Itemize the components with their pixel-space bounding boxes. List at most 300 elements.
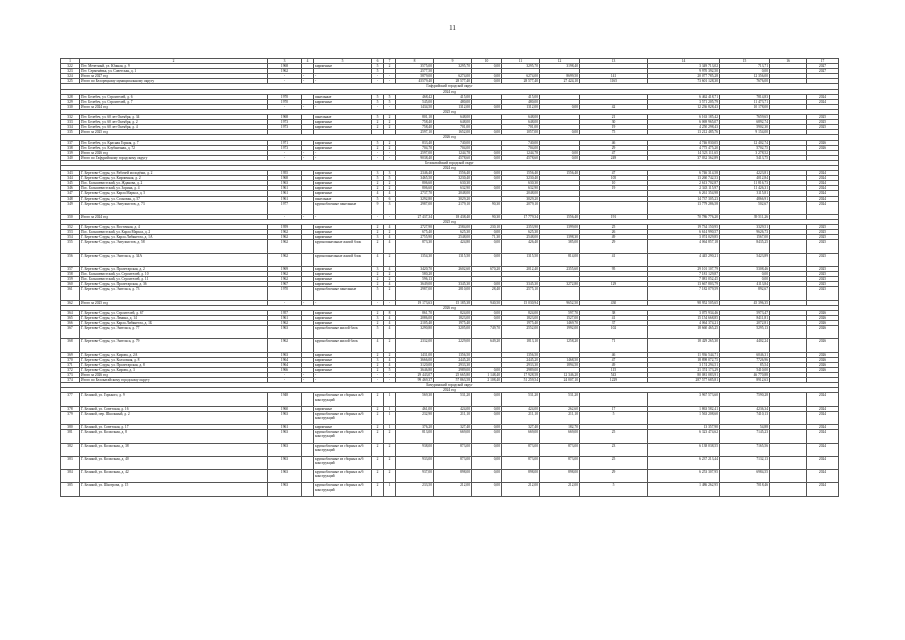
table-cell: 0,00 bbox=[472, 240, 502, 253]
table-cell: 324 bbox=[61, 74, 80, 79]
table-cell: 1963 bbox=[268, 483, 302, 496]
table-cell: 364 bbox=[61, 310, 80, 315]
table-cell: 4 775 475,20 bbox=[648, 145, 720, 150]
table-cell: 2602,60 bbox=[434, 266, 472, 271]
table-cell: 95 bbox=[580, 266, 648, 271]
table-cell: 45 396,35 bbox=[720, 300, 770, 305]
table-cell: 5 bbox=[580, 411, 648, 424]
table-cell: 2024 bbox=[807, 425, 839, 430]
table-cell: 6274,00 bbox=[434, 74, 472, 79]
table-cell: 26 bbox=[580, 230, 648, 235]
table-cell: 7676,00 bbox=[720, 79, 770, 84]
address-cell: Г. Березово-Слуды, ул. Сосновая, д. 57 bbox=[80, 196, 268, 201]
table-cell: 47 bbox=[580, 357, 648, 362]
table-cell: 1567,00 bbox=[720, 235, 770, 240]
table-cell: 8 bbox=[384, 310, 396, 315]
table-cell: 3295,70 bbox=[434, 64, 472, 69]
table-cell: 2575,10 bbox=[502, 287, 540, 300]
table-cell: - bbox=[384, 150, 396, 155]
table-cell: 2445,20 bbox=[502, 357, 540, 362]
table-cell: 249 bbox=[580, 155, 648, 160]
table-cell: 1652,00 bbox=[434, 130, 472, 135]
table-cell: 1 bbox=[384, 425, 396, 430]
table-cell: 1229 bbox=[580, 378, 648, 383]
table-cell: - bbox=[302, 74, 314, 79]
table-cell: - bbox=[372, 300, 384, 305]
table-cell: 2 bbox=[384, 186, 396, 191]
table-cell: 3205,00 bbox=[434, 326, 472, 339]
table-row bbox=[61, 326, 839, 339]
table-cell: 384 bbox=[61, 470, 80, 483]
table-cell: 4 bbox=[384, 235, 396, 240]
table-cell: 9626,73 bbox=[720, 230, 770, 235]
table-cell: 1966 bbox=[268, 368, 302, 373]
table-cell: 2025 bbox=[807, 230, 839, 235]
table-cell: 1963 bbox=[268, 352, 302, 357]
table-cell: 2025 bbox=[807, 277, 839, 282]
table-cell: 2024 bbox=[807, 94, 839, 99]
table-cell: 9 970 392,50 bbox=[648, 69, 720, 74]
table-cell: 4 bbox=[372, 253, 384, 266]
table-cell: 4 bbox=[384, 266, 396, 271]
table-cell: 2024 bbox=[807, 456, 839, 469]
table-cell: 7 081 052,45 bbox=[648, 277, 720, 282]
table-cell: 2 bbox=[372, 181, 384, 186]
table-cell bbox=[302, 326, 314, 339]
table-cell: 5 bbox=[372, 64, 384, 69]
table-cell: 327,40 bbox=[502, 425, 540, 430]
table-cell: 182,70 bbox=[540, 425, 580, 430]
table-cell: 2105,40 bbox=[396, 321, 434, 326]
table-row bbox=[61, 456, 839, 469]
table-cell: 1431,00 bbox=[396, 352, 434, 357]
table-cell: 2 bbox=[384, 287, 396, 300]
table-cell: 8699,50 bbox=[540, 74, 580, 79]
table-cell bbox=[302, 201, 314, 214]
table-cell: - bbox=[268, 150, 302, 155]
table-cell: 28 577,40 bbox=[434, 79, 472, 84]
address-cell: Пос. Большевистский, ул. Строителей, д. 11 bbox=[80, 277, 268, 282]
table-cell: - bbox=[384, 74, 396, 79]
table-cell: 2024 bbox=[807, 443, 839, 456]
table-cell: 1961 bbox=[268, 196, 302, 201]
table-cell: 2597,00 bbox=[396, 150, 434, 155]
table-cell: 2026 bbox=[807, 362, 839, 367]
table-cell bbox=[580, 393, 648, 406]
table-cell: 4 bbox=[384, 225, 396, 230]
table-cell: 713,71 bbox=[720, 64, 770, 69]
table-cell: 569,30 bbox=[396, 393, 434, 406]
table-cell: 18 438,40 bbox=[434, 214, 472, 219]
table-cell: кирпичные bbox=[314, 140, 372, 145]
section-heading: Белокатайский городской округ bbox=[61, 160, 839, 165]
table-cell: 3295,70 bbox=[502, 64, 540, 69]
table-cell: 2 bbox=[372, 120, 384, 125]
table-cell: 90,30 bbox=[472, 214, 502, 219]
table-cell: 1962 bbox=[268, 253, 302, 266]
table-cell: 1977 bbox=[268, 201, 302, 214]
address-cell: Пгт. Белебеч, ул. 60 лет Октября, д. 34 bbox=[80, 115, 268, 120]
address-cell: Итого за 2026 год bbox=[80, 150, 268, 155]
table-cell: 0,00 bbox=[472, 406, 502, 411]
table-cell: 360 bbox=[61, 282, 80, 287]
table-cell: 5 bbox=[372, 69, 384, 74]
address-cell: Г. Белякой, ул. Колхозная, д. 8 bbox=[80, 430, 268, 443]
address-cell: Г. Березово-Слуды, ул. Энгельса, д. 77 bbox=[80, 326, 268, 339]
table-cell: 105 bbox=[580, 176, 648, 181]
table-cell: - bbox=[268, 79, 302, 84]
table-cell: 2025 bbox=[807, 115, 839, 120]
table-cell: 366 bbox=[61, 321, 80, 326]
table-cell: 3465,50 bbox=[396, 176, 434, 181]
table-cell bbox=[302, 443, 314, 456]
table-cell: 424,00 bbox=[502, 406, 540, 411]
table-cell: 17 bbox=[580, 406, 648, 411]
table-cell: 675,40 bbox=[396, 230, 434, 235]
table-cell: 2355,60 bbox=[540, 266, 580, 271]
table-cell: 1057,00 bbox=[502, 130, 540, 135]
table-cell: 15 154 668,85 bbox=[648, 315, 720, 320]
table-cell bbox=[302, 456, 314, 469]
table-cell: 6 bbox=[384, 196, 396, 201]
table-cell: 625,30 bbox=[434, 230, 472, 235]
table-cell: 4113,84 bbox=[720, 282, 770, 287]
table-cell: 262,60 bbox=[540, 406, 580, 411]
table-cell: 1315,50 bbox=[502, 253, 540, 266]
table-cell: 75 bbox=[580, 130, 648, 135]
table-cell: 2025 bbox=[807, 287, 839, 300]
table-cell: кирпичные bbox=[314, 277, 372, 282]
table-cell: 4402,24 bbox=[720, 339, 770, 352]
table-cell bbox=[770, 326, 807, 339]
table-cell: 1 563 208,60 bbox=[648, 411, 720, 424]
table-cell: 362 bbox=[61, 300, 80, 305]
table-cell: 630,30 bbox=[434, 181, 472, 186]
table-cell: 2 bbox=[372, 125, 384, 130]
table-cell: 873,00 bbox=[502, 443, 540, 456]
table-cell: кирпичные bbox=[314, 99, 372, 104]
table-cell: 3 278,52 bbox=[720, 150, 770, 155]
table-cell: 368 bbox=[61, 339, 80, 352]
table-cell: 2 bbox=[384, 272, 396, 277]
table-cell: 49 bbox=[580, 235, 648, 240]
table-cell: 383 bbox=[61, 456, 80, 469]
column-number: 14 bbox=[648, 59, 720, 64]
table-cell: 3 349 713,02 bbox=[648, 64, 720, 69]
table-cell: - bbox=[268, 300, 302, 305]
table-cell: 0,00 bbox=[472, 393, 502, 406]
table-cell: 2445,20 bbox=[434, 357, 472, 362]
table-cell: 1312,00 bbox=[434, 104, 472, 109]
table-cell: 480,00 bbox=[434, 99, 472, 104]
table-cell: - bbox=[372, 378, 384, 383]
table-cell: 10 bbox=[580, 181, 648, 186]
table-cell: 12 402,74 bbox=[720, 140, 770, 145]
table-cell: 2048,00 bbox=[434, 191, 472, 196]
table-cell: кирпичные bbox=[314, 181, 372, 186]
table-cell: - bbox=[372, 214, 384, 219]
table-cell: 7590,28 bbox=[720, 393, 770, 406]
table-cell: 2 bbox=[384, 470, 396, 483]
table-cell bbox=[770, 240, 807, 253]
address-cell: Пгт. Белебеч, ул. Строителей, д. 6 bbox=[80, 94, 268, 99]
table-cell: кирпичные bbox=[314, 120, 372, 125]
table-cell: 0,00 bbox=[472, 430, 502, 443]
address-cell: Итого за 2024 год bbox=[80, 104, 268, 109]
table-cell: 345 bbox=[61, 181, 80, 186]
table-cell: 2025 bbox=[807, 225, 839, 230]
table-cell bbox=[302, 393, 314, 406]
table-cell: 1973 bbox=[268, 145, 302, 150]
table-cell: 212,00 bbox=[540, 483, 580, 496]
table-cell: 2989,00 bbox=[434, 368, 472, 373]
column-number: 16 bbox=[770, 59, 807, 64]
table-cell: 4 bbox=[372, 339, 384, 352]
table-cell: 2024 bbox=[807, 186, 839, 191]
address-cell: Итого за 2024 год bbox=[80, 214, 268, 219]
table-cell: 80 081 083,91 bbox=[648, 373, 720, 378]
table-cell: 2026 bbox=[807, 352, 839, 357]
table-cell bbox=[770, 411, 807, 424]
table-cell: 90,30 bbox=[472, 201, 502, 214]
table-cell: 2072,81 bbox=[720, 321, 770, 326]
column-number: 5 bbox=[314, 59, 372, 64]
table-cell: 2 bbox=[372, 282, 384, 287]
address-cell: Г. Белякой, ул. Советская, д. 16 bbox=[80, 406, 268, 411]
table-cell: 6 462 418,71 bbox=[648, 94, 720, 99]
table-cell: 29 bbox=[580, 240, 648, 253]
table-cell bbox=[770, 253, 807, 266]
table-cell: 24 007,10 bbox=[540, 378, 580, 383]
table-cell: 37 bbox=[580, 321, 648, 326]
table-cell: крупноблочные из сборных ж/б конструкций bbox=[314, 411, 372, 424]
table-cell: 758,40 bbox=[396, 120, 434, 125]
table-cell: 4 bbox=[384, 321, 396, 326]
table-cell: 2 bbox=[372, 470, 384, 483]
table-cell: 6892,74 bbox=[720, 120, 770, 125]
column-number: 9 bbox=[434, 59, 472, 64]
table-cell: 141 bbox=[580, 74, 648, 79]
table-row bbox=[61, 483, 839, 496]
table-cell: 873,00 bbox=[540, 443, 580, 456]
table-cell: 861,70 bbox=[396, 310, 434, 315]
table-cell: 2026 bbox=[807, 321, 839, 326]
address-cell: Пос. Большевистский, ул. Строителей, д. 10 bbox=[80, 272, 268, 277]
table-cell: кирпичные bbox=[314, 235, 372, 240]
table-cell: 5 bbox=[372, 140, 384, 145]
table-cell: кирпичные bbox=[314, 362, 372, 367]
table-cell bbox=[580, 287, 648, 300]
address-cell: Итого по Белорецкому муниципальному округу bbox=[80, 79, 268, 84]
table-cell: 102 bbox=[580, 326, 648, 339]
table-cell: 12 356,00 bbox=[720, 74, 770, 79]
table-cell: 0,00 bbox=[472, 186, 502, 191]
table-cell: 0,00 bbox=[720, 69, 770, 74]
table-cell: 3 bbox=[372, 171, 384, 176]
table-cell: 0,00 bbox=[472, 315, 502, 320]
table-cell: 2024 bbox=[807, 191, 839, 196]
table-cell: 5 bbox=[580, 483, 648, 496]
table-cell: 2 bbox=[372, 352, 384, 357]
table-cell: 348 bbox=[61, 196, 80, 201]
table-cell: 2024 bbox=[807, 411, 839, 424]
table-cell: 480,00 bbox=[502, 99, 540, 104]
table-cell: 1968 bbox=[268, 176, 302, 181]
table-cell: кирпичные bbox=[314, 368, 372, 373]
address-cell: Г. Березово-Слуды, ул. Карла Либкнехта, д. 1Б bbox=[80, 321, 268, 326]
table-cell: 1962 bbox=[268, 321, 302, 326]
table-cell: 0,00 bbox=[540, 104, 580, 109]
table-cell: панельные bbox=[314, 94, 372, 99]
table-cell: - bbox=[372, 150, 384, 155]
table-cell: 2 bbox=[384, 181, 396, 186]
table-cell: 11 426,31 bbox=[720, 186, 770, 191]
table-cell: 23 bbox=[580, 443, 648, 456]
table-cell: 0,00 bbox=[472, 456, 502, 469]
table-cell: 335 bbox=[61, 130, 80, 135]
table-row bbox=[61, 339, 839, 352]
table-cell: 873,00 bbox=[540, 456, 580, 469]
table-cell: 42 bbox=[580, 104, 648, 109]
table-cell: 4223,81 bbox=[720, 171, 770, 176]
table-cell: 1556,40 bbox=[540, 171, 580, 176]
table-cell: 8912,63 bbox=[720, 378, 770, 383]
address-cell: Г. Березово-Слуды, ул. Энгельса, д. 34А bbox=[80, 253, 268, 266]
table-cell: 1556,40 bbox=[434, 171, 472, 176]
table-cell: 17 928,58 bbox=[502, 373, 540, 378]
table-cell: 2 bbox=[372, 225, 384, 230]
table-cell: 7145,23 bbox=[720, 430, 770, 443]
table-cell: 0,00 bbox=[472, 150, 502, 155]
table-cell: 0,00 bbox=[472, 64, 502, 69]
table-cell bbox=[302, 411, 314, 424]
table-cell: 3 571 205,79 bbox=[648, 99, 720, 104]
table-cell: 898,00 bbox=[434, 470, 472, 483]
table-cell: 333 bbox=[61, 120, 80, 125]
table-cell: 325 bbox=[61, 79, 80, 84]
table-cell: 0,00 bbox=[472, 310, 502, 315]
table-cell: 212,00 bbox=[502, 483, 540, 496]
table-cell: 8435,25 bbox=[720, 240, 770, 253]
table-cell: 9652,50 bbox=[540, 300, 580, 305]
table-cell: 1961 bbox=[268, 425, 302, 430]
table-cell: 1 148,40 bbox=[472, 373, 502, 378]
table-cell: 372 bbox=[61, 368, 80, 373]
table-cell bbox=[770, 287, 807, 300]
table-cell: 3115,81 bbox=[720, 191, 770, 196]
table-cell: 0,00 bbox=[472, 171, 502, 176]
table-cell: 0,00 bbox=[472, 443, 502, 456]
table-cell: 1964 bbox=[268, 357, 302, 362]
table-cell: 824,00 bbox=[434, 310, 472, 315]
table-cell: 2024 bbox=[807, 430, 839, 443]
table-cell: 5973,47 bbox=[720, 310, 770, 315]
table-cell: 0,00 bbox=[472, 282, 502, 287]
table-cell: 1961 bbox=[268, 186, 302, 191]
table-cell: 2597,10 bbox=[396, 130, 434, 135]
column-number: 7 bbox=[384, 59, 396, 64]
table-row bbox=[61, 240, 839, 253]
table-cell: кирпичные bbox=[314, 186, 372, 191]
table-cell: 13 212 485,76 bbox=[648, 130, 720, 135]
table-cell bbox=[770, 470, 807, 483]
table-cell: 14 523 111,65 bbox=[648, 150, 720, 155]
table-cell: 18 660 465,25 bbox=[648, 326, 720, 339]
table-cell: 14 737 305,23 bbox=[648, 196, 720, 201]
table-cell: 7410,13 bbox=[720, 411, 770, 424]
table-cell: 2026 bbox=[807, 357, 839, 362]
table-cell: 1963 bbox=[268, 326, 302, 339]
section-heading: 2025 год bbox=[61, 220, 839, 225]
address-cell: Пос. Большевистский, ул. Карла Маркса, д. 2 bbox=[80, 230, 268, 235]
table-cell: 13 667 803,79 bbox=[648, 282, 720, 287]
table-cell: 2548,00 bbox=[434, 235, 472, 240]
table-cell: 18 429 265,30 bbox=[648, 339, 720, 352]
table-cell: крупноблочные из сборных ж/б конструкций bbox=[314, 443, 372, 456]
table-cell: - bbox=[314, 378, 372, 383]
table-cell: 1967 bbox=[268, 282, 302, 287]
table-cell: 3 174 294,51 bbox=[648, 362, 720, 367]
address-cell: Пгт. Белебеч, ул. 60 лет Октября, д. 2 bbox=[80, 120, 268, 125]
table-cell: 1244,78 bbox=[502, 150, 540, 155]
table-cell: 0,00 bbox=[472, 470, 502, 483]
table-cell: 1962 bbox=[268, 240, 302, 253]
data-table bbox=[60, 58, 839, 497]
table-cell: 27 437,34 bbox=[396, 214, 434, 219]
table-cell: 1 bbox=[384, 411, 396, 424]
table-cell: 2024 bbox=[807, 470, 839, 483]
page-number: 11 bbox=[449, 24, 456, 32]
table-cell: 740,00 bbox=[434, 140, 472, 145]
table-cell: 873,00 bbox=[502, 456, 540, 469]
table-cell: 49 bbox=[580, 362, 648, 367]
table-cell: 1970 bbox=[268, 99, 302, 104]
table-cell: 531,20 bbox=[540, 393, 580, 406]
table-cell: 71,30 bbox=[472, 235, 502, 240]
table-cell: 211,10 bbox=[434, 411, 472, 424]
table-cell: 2 bbox=[372, 456, 384, 469]
table-cell: 4 064 374,21 bbox=[648, 321, 720, 326]
table-cell: 28 577,40 bbox=[502, 79, 540, 84]
table-cell: 2024 bbox=[807, 201, 839, 214]
table-cell: 2727,90 bbox=[396, 225, 434, 230]
address-cell: Пгт. Белебеч, ул. Клубничная, д. 72 bbox=[80, 145, 268, 150]
table-cell: кирпичные bbox=[314, 282, 372, 287]
table-cell: 98 952 505,65 bbox=[648, 300, 720, 305]
table-cell: 814,00 bbox=[540, 253, 580, 266]
table-cell: 367 bbox=[61, 326, 80, 339]
table-cell: - bbox=[268, 104, 302, 109]
address-cell: Г. Березово-Слуды, ул. Строителей, д. 67 bbox=[80, 310, 268, 315]
table-cell: 3345,30 bbox=[434, 282, 472, 287]
table-cell: 2 bbox=[384, 125, 396, 130]
table-cell: 2024 bbox=[807, 176, 839, 181]
table-cell: 2027 bbox=[807, 64, 839, 69]
table-cell: кирпичные bbox=[314, 406, 372, 411]
table-cell: - bbox=[314, 155, 372, 160]
table-cell: 938,00 bbox=[396, 443, 434, 456]
address-cell: Г. Березово-Слуды, ул. Кирпичная, д. 2 bbox=[80, 176, 268, 181]
table-cell: 1963 bbox=[268, 181, 302, 186]
table-cell: 5 bbox=[384, 176, 396, 181]
table-cell: 57 863,58 bbox=[434, 378, 472, 383]
table-cell: 2025 bbox=[807, 266, 839, 271]
table-cell: 1356,50 bbox=[434, 352, 472, 357]
table-cell: 344 bbox=[61, 176, 80, 181]
table-cell: 632,90 bbox=[434, 186, 472, 191]
table-cell: - bbox=[302, 104, 314, 109]
table-cell: 4578,60 bbox=[434, 155, 472, 160]
